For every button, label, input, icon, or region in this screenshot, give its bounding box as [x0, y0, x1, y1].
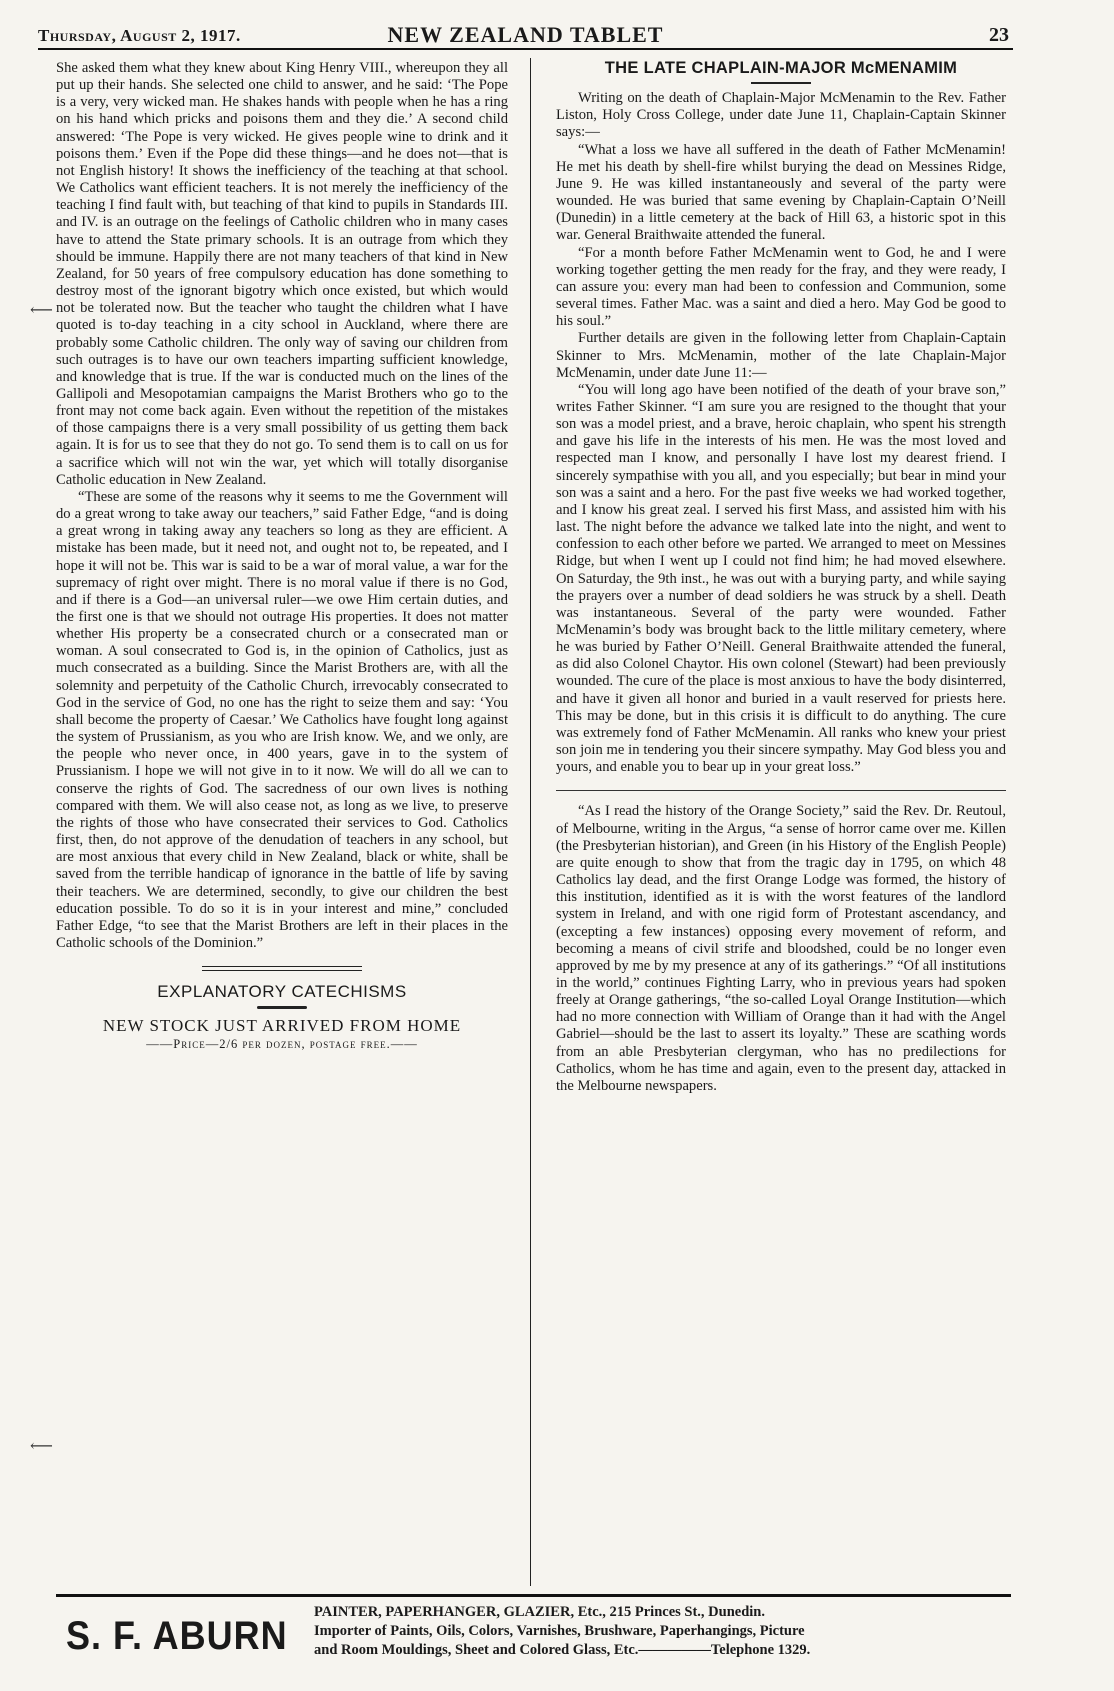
ad-price-line: ——Price—2/6 per dozen, postage free.—— — [146, 1037, 418, 1052]
section-divider — [202, 966, 362, 971]
ad-detail-line: and Room Mouldings, Sheet and Colored Glass, Etc.—————Telephone 1329. — [314, 1642, 811, 1658]
page-header — [38, 22, 1013, 50]
page-number: 23 — [989, 24, 1009, 46]
left-paragraph: She asked them what they knew about King Henry VIII., whereupon they all put up their hands. She selected one child to answer, and he said: ‘The Pope is a very, very wicked man. He shakes hands with people when he has a ring on his hand which pricks and poisons them and they die.’ A second child answered: ‘The Pope is very wicked. He gives people wine to drink and it poisons them.’ Even if the Pope did these things—and he does not—that is not English history! It shows the inefficiency of the teaching at that school. We Catholics want efficient teachers. It is not merely the inefficiency of the teaching I find fault with, but teaching of that kind to pupils in Standards III. and IV. is an outrage on the feelings of Catholic children who in many cases have to attend the State primary schools. It is an outrage from which they should be immune. Happily there are not many teachers of that kind in New Zealand, for 50 years of free compulsory education has done something to destroy most of the ignorant bigotry which once existed, but which would not be tolerated now. But the teacher who taught the children what I have quoted is to-day teaching in a city school in Auckland, where there are probably some Catholic children. The only way of saving our children from such outrages is to have our own teachers imparting sufficient knowledge, and knowledge that is true. If the war is conducted much on the lines of the Gallipoli and Mesopotamian campaigns the Marist Brothers who go to the front may not come back again. Even without the repetition of the mistakes of those campaigns there is a very small possibility of us getting them back again. It is for us to see that they do not go. To send them is to call on us for a sacrifice which will not win the war, yet which will totally disorganise Catholic education in New Zealand. — [56, 60, 508, 488]
margin-arrow-mark: ⟵ — [30, 1438, 53, 1455]
article-paragraph: Further details are given in the following letter from Chaplain-Captain Skinner to Mrs. McMenamin, mother of the late Chaplain-Major McMenamin, under date June 11:— — [556, 330, 1006, 381]
left-paragraph: “These are some of the reasons why it seems to me the Government will do a great wrong to take away our teachers,” said Father Edge, “and is doing a great wrong in taking away any teachers so long as they are efficient. A mistake has been made, but it need not, and ought not to, be repeated, and I hope it will not be. This war is said to be a war of moral value, a war for the supremacy of right over might. There is no moral value if there is no God, and if there is a God—an universal ruler—we owe Him certain duties, and the first one is that we should not outrage His properties. It does not matter whether His property be a consecrated church or a consecrated man or woman. A soul consecrated to God is, in the opinion of Catholics, just as much consecrated as a building. Since the Marist Brothers are, with all the solemnity and perpetuity of the Catholic Church, irrevocably consecrated to God in the service of God, no one has the right to seize them and say: ‘You shall become the property of Caesar.’ We Catholics have fought long against the system of Prussianism, as you who are Irish know. We, and we only, are the people who never once, in 400 years, gave in to the system of Prussianism. I hope we will not give in to it now. We will do all we can to conserve the rights of God. The sacredness of our own lives is nothing compared with them. We will also cease not, as long as we live, to preserve the rights of those who have consecrated their services to God. Catholics first, then, do not approve of the denudation of teachers in any school, but are most anxious that every child in New Zealand, black or white, shall be saved from the terrible handicap of ignorance in the battle of life by saving their teachers. We are determined, secondly, to give our children the best education possible. To do so it is in your interest and mine,” concluded Father Edge, “to see that the Marist Brothers are left in their places in the Catholic schools of the Dominion.” — [56, 488, 508, 951]
catechism-advertisement — [56, 983, 508, 1053]
left-column — [56, 60, 508, 1054]
footer-advertisement — [56, 1594, 1011, 1677]
ad-detail-line: Importer of Paints, Oils, Colors, Varnishes, Brushware, Paperhangings, Picture — [314, 1623, 805, 1639]
orange-society-paragraph: “As I read the history of the Orange Society,” said the Rev. Dr. Reutoul, of Melbourne, writing in the Argus, “a sense of horror came over me. Killen (the Presbyterian historian), and Green (in his History of the English People) are quite enough to show that from the tragic day in 1795, on which 48 Catholics lay dead, and the first Orange Lodge was formed, the history of this institution, identified as it is with the worst features of the landlord system in Ireland, and with one rigid form of Protestant ascendancy, and (excepting a few instances) opposing every movement of reform, and becoming a means of civil strife and bloodshed, could be no longer even approved by me by my presence at any of its gatherings.” “Of all institutions in the world,” continues Fighting Larry, who in previous years had spoken freely at Orange gatherings, “the so-called Loyal Orange Institution—which had no more connection with William of Orange than it had with the Angel Gabriel—should be the last to assert its loyalty.” These are scathing words from an able Presbyterian clergyman, who has no predilections for Catholics, whom he has time and again, even to the present day, attacked in the Melbourne newspapers. — [556, 803, 1006, 1094]
section-separator — [556, 790, 1006, 791]
header-date: Thursday, August 2, 1917. — [38, 26, 241, 45]
article-paragraph: “For a month before Father McMenamin went to God, he and I were working together getting the men ready for the fray, and they were ready, I can assure you: every man had been to confession and Communion, some several times. Father Mac. was a saint and died a hero. May God be good to his soul.” — [556, 244, 1006, 330]
right-column — [556, 60, 1006, 1095]
advertiser-name: S. F. ABURN — [66, 1612, 288, 1658]
title-rule — [751, 82, 811, 84]
article-paragraph: “You will long ago have been notified of the death of your brave son,” writes Father Skinner. “I am sure you are resigned to the thought that your son was a model priest, and a brave, heroic chaplain, who spent his strength and gave his life in the interests of his men. He was the most loved and respected man I know, and personally I have lost my dearest friend. I sincerely sympathise with you all, and you especially; but bear in mind your son was a saint and a hero. For the past five weeks we had worked together, and I know his great zeal. I served his first Mass, and assisted him with his last. The night before the advance we talked late into the night, and went to confession to each other before we parted. We arranged to meet on Messines Ridge, but when I went up I could not find him; he had moved elsewhere. On Saturday, the 9th inst., he was out with a burying party, and while saying the prayers over a number of dead soldiers he was struck by a shell. Death was instantaneous. Several of the party were wounded. Father McMenamin’s body was brought back to the little military cemetery, where he was buried by Father O’Neill. General Braithwaite attended the funeral, as did also Colonel Chaytor. His own colonel (Stewart) had been previously wounded. The cure of the place is most anxious to have the body disinterred, and have it given all honor and buried in a vault reserved for priests here. This may be done, but in this crisis it is difficult to do anything. The cure was extremely fond of Father McMenamin. All ranks who knew your priest son join me in tendering you their sincere sympathy. May God bless you and yours, and enable you to bear up in your great loss.” — [556, 381, 1006, 776]
article-title: THE LATE CHAPLAIN-MAJOR McMENAMIM — [604, 59, 958, 77]
ad-ornament — [257, 1006, 307, 1009]
advertiser-details — [314, 1603, 1009, 1660]
ad-detail-line: PAINTER, PAPERHANGER, GLAZIER, Etc., 215 Princes St., Dunedin. — [314, 1604, 766, 1620]
article-paragraph: “What a loss we have all suffered in the death of Father McMenamin! He met his death by shell-fire whilst burying the dead on Messines Ridge, June 9. He was killed instantaneously and several of the party were wounded. He was buried that same evening by Chaplain-Captain O’Neill (Dunedin) in a little cemetery at the back of Hill 63, a historic spot in this war. General Braithwaite attended the funeral. — [556, 141, 1006, 244]
masthead-title: NEW ZEALAND TABLET — [387, 22, 664, 47]
article-paragraph: Writing on the death of Chaplain-Major McMenamin to the Rev. Father Liston, Holy Cross College, under date June 11, Chaplain-Captain Skinner says:— — [556, 90, 1006, 141]
ad-stock-line: NEW STOCK JUST ARRIVED FROM HOME — [102, 1016, 462, 1036]
ad-title: EXPLANATORY CATECHISMS — [157, 982, 407, 1002]
column-divider — [530, 58, 531, 1586]
margin-arrow-mark: ⟵ — [30, 302, 53, 319]
